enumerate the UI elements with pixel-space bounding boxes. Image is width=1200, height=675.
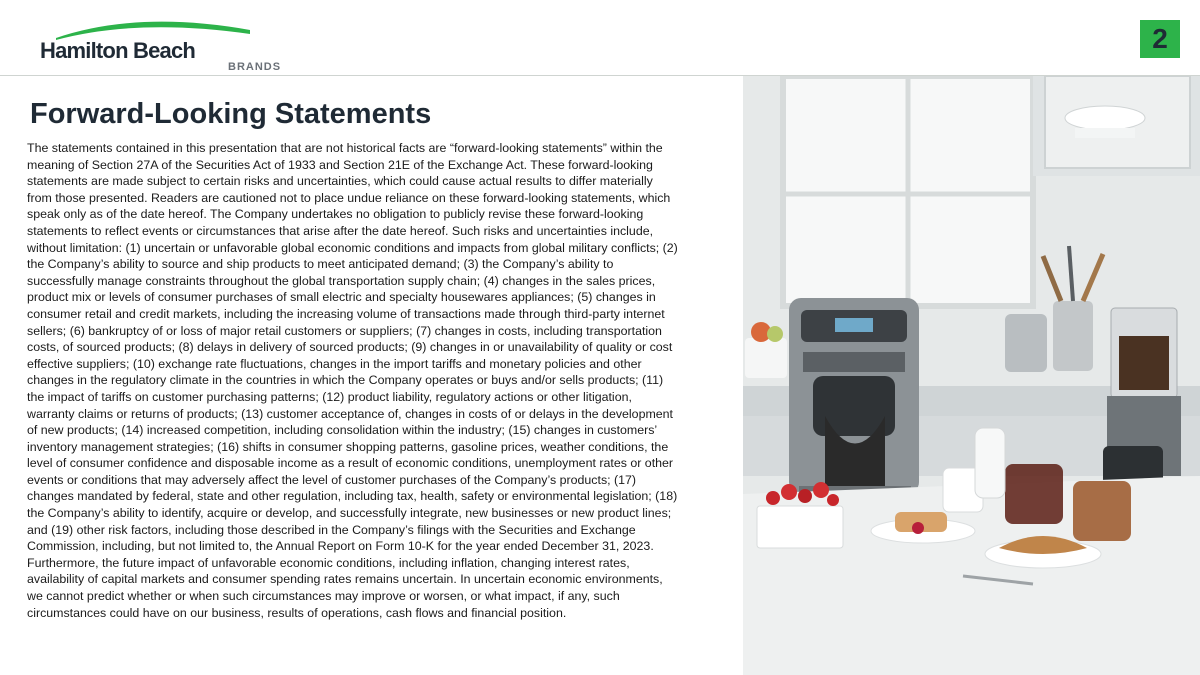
logo-arc-icon	[38, 14, 278, 40]
logo-brand-sub: BRANDS	[228, 61, 282, 73]
page-number-badge: 2	[1140, 20, 1180, 58]
brand-logo	[38, 14, 282, 73]
page-title: Forward-Looking Statements	[30, 98, 432, 130]
logo-brand-name: Hamilton Beach	[40, 38, 196, 63]
body-paragraph: The statements contained in this presentation that are not historical facts are “forward-looking statements” within the meaning of Section 27A of the Securities Act of 1933 and Section 21E of the Exchange Act. These forward-looking statements are made subject to certain risks and uncertainties, which could cause actual results to differ materially from those presented. Readers are cautioned not to place undue reliance on these forward-looking statements, which speak only as of the date hereof. The Company undertakes no obligation to publicly revise these forward-looking statements to reflect events or circumstances that arise after the date hereof. Such risks and uncertainties include, without limitation: (1) uncertain or unfavorable global economic conditions and impacts from global military conflicts; (2) the Company’s ability to source and ship products to meet anticipated demand; (3) the Company’s ability to successfully manage constraints throughout the global transportation supply chain; (4) changes in the sales prices, product mix or levels of consumer purchases of small electric and specialty housewares appliances; (5) changes in consumer retail and credit markets, including the increasing volume of transactions made through third-party internet sellers; (6) bankruptcy of or loss of major retail customers or suppliers; (7) changes in costs, including transportation costs, of sourced products; (8) delays in delivery of sourced products; (9) changes in or unavailability of quality or cost effective suppliers; (10) exchange rate fluctuations, changes in the import tariffs and monetary policies and other changes in the regulatory climate in the countries in which the Company operates or buys and/or sells products; (11) the impact of tariffs on customer purchasing patterns; (12) product liability, regulatory actions or other litigation, warranty claims or returns of products; (13) customer acceptance of, changes in costs of or delays in the development of new products; (14) increased competition, including consolidation within the industry; (15) changes in customers’ inventory management strategies; (16) shifts in consumer shopping patterns, gasoline prices, weather conditions, the level of consumer confidence and disposable income as a result of economic conditions, unemployment rates or other events or conditions that may adversely affect the level of customer purchases of the Company’s products; (17) changes mandated by federal, state and other regulation, including tax, health, safety or environmental legislation; (18) the Company’s ability to identify, acquire or develop, and successfully integrate, new businesses or new product lines; and (19) other risk factors, including those described in the Company’s filings with the Securities and Exchange Commission, including, but not limited to, the Annual Report on Form 10-K for the year ended December 31, 2023. Furthermore, the future impact of unfavorable economic conditions, including inflation, changing interest rates, availability of capital markets and consumer spending rates remains uncertain. In uncertain economic environments, we cannot predict whether or when such circumstances may improve or worsen, or what impact, if any, such circumstances could have on our business, results of operations, cash flows and financial position.	[27, 141, 678, 620]
kitchen-product-photo	[743, 76, 1200, 675]
